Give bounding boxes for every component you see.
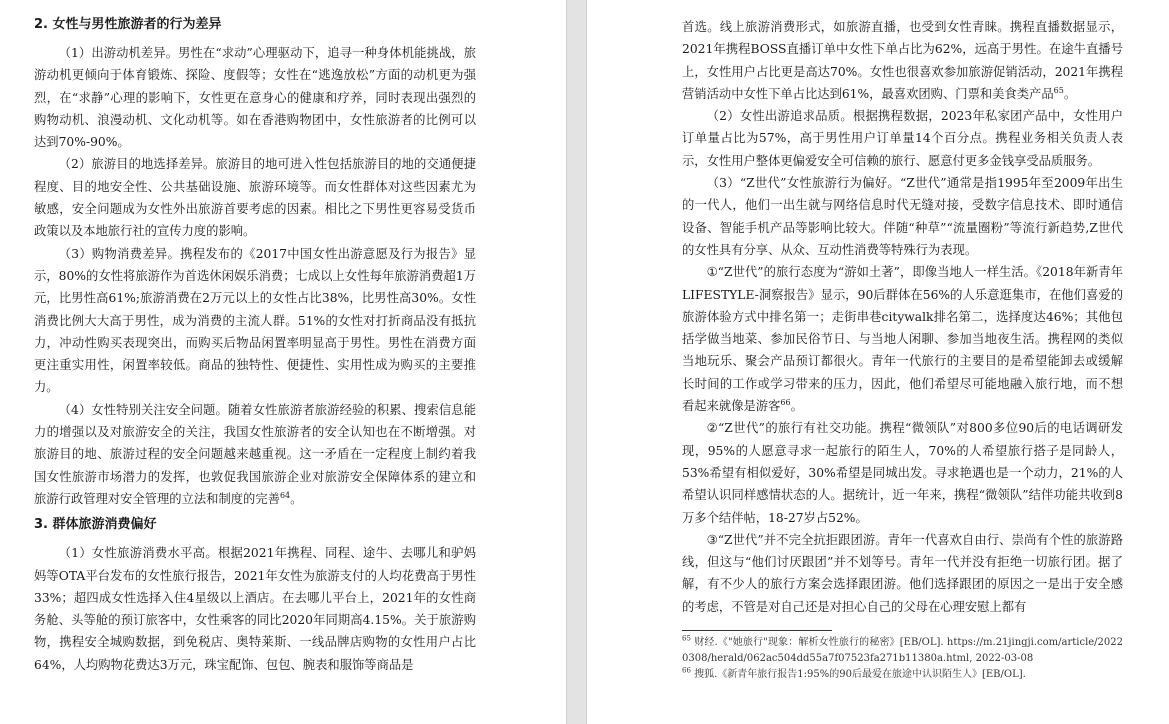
paragraph-text: 首选。线上旅游消费形式，如旅游直播，也受到女性青睐。携程直播数据显示，2021年携程BOSS直播订单中女性下单占比为62%，远高于男性。在途牛直播号上，女性用户占比更是高达70%。女性也很喜欢参加旅游促销活动，2021年携程营销活动中女性下单占比达到61%，最喜欢团购、门票和美食类产品 [682, 20, 1123, 101]
paragraph-end: 。 [290, 491, 303, 506]
paragraph-gen-z-group-tours: ③“Z世代”并不完全抗拒跟团游。青年一代喜欢自由行、崇尚有个性的旅游路线，但这与“他们讨厌跟团”并不划等号。青年一代并没有拒绝一切旅行团。据了解，有不少人的旅行方案会选择跟团游。他们选择跟团的原因之一是出于安全感的考虑，不管是对自己还是对担心自己的父母在心理安慰上都有 [682, 532, 1123, 614]
paragraph-end: 。 [1063, 86, 1077, 101]
page-gutter [566, 0, 587, 724]
paragraph-text: ①“Z世代”的旅行态度为“游如土著”，即像当地人一样生活。《2018年新青年LIFESTYLE-洞察报告》显示，90后群体在56%的人乐意逛集市，在他们喜爱的旅游体验方式中排名第一；走街串巷citywalk排名第二，选择度达46%；其他包括学做当地菜、参加民俗节日、与当地人闲聊、参加当地夜生活。携程网的类似当地玩乐、聚会产品预订都很火。青年一代旅行的主要目的是希望能卸去或缓解长时间的工作或学习带来的压力，因此，他们希望尽可能地融入旅行地，而不想看起来就像是游客 [682, 265, 1123, 414]
footnote-number: 66 [682, 666, 691, 675]
paragraph-gen-z-preferences: （3）“Z世代”女性旅游行为偏好。“Z世代”通常是指1995年至2009年出生的一代人，他们一出生就与网络信息时代无缝对接，受数字信息技术、即时通信设备、智能手机产品等影响比较大。伴随“种草”“流量圈粉”等流行新趋势,Z世代的女性具有分享、从众、互动性消费等特殊行为表现。 [682, 176, 1123, 257]
paragraph-gen-z-local-life [682, 261, 1123, 417]
section-heading-gender-differences: 2. 女性与男性旅游者的行为差异 [34, 17, 222, 32]
paragraph-destination-choice: （2）旅游目的地选择差异。旅游目的地可进入性包括旅游目的地的交通便捷程度、目的地安全性、公共基础设施、旅游环境等。而女性群体对这些因素尤为敏感，安全问题成为女性外出旅游首要考虑的因素。相比之下男性更容易受货币政策以及本地旅行社的宣传力度的影响。 [34, 157, 476, 239]
paragraph-continued [682, 16, 1123, 105]
footnote-66 [682, 667, 1123, 683]
footnote-text: 搜狐.《新青年旅行报告1:95%的90后最爱在旅途中认识陌生人》[EB/OL]. [694, 669, 1026, 681]
document-page-left [0, 0, 566, 724]
paragraph-end: 。 [790, 399, 803, 414]
paragraph-gen-z-social: ②“Z世代”的旅行有社交功能。携程“微领队”对800多位90后的电话调研发现，95%的人愿意寻求一起旅行的陌生人，70%的人希望旅行搭子是同龄人，53%希望有相似爱好，30%希望是同城出发。寻求艳遇也是一个动力，21%的人希望认识同样感情状态的人。据统计，近一年来，携程“微领队”结伴功能共收到8万多个结伴帖，18-27岁占52%。 [682, 421, 1123, 525]
footnote-ref: 64 [279, 490, 291, 500]
footnote-number: 65 [682, 634, 691, 643]
paragraph-safety-concern [34, 399, 476, 510]
footnote-text: 财经.《"她旅行"现象：解析女性旅行的秘密》[EB/OL]. https://m.21jingji.com/article/20220308/herald/062ac504dd55a7f07523fa271b11380a.html, 2022-03-08 [682, 637, 1123, 665]
paragraph-shopping-consumption: （3）购物消费差异。携程发布的《2017中国女性出游意愿及行为报告》显示，80%的女性将旅游作为首选休闲娱乐消费；七成以上女性每年旅游消费超1万元，比男性高61%;旅游消费在2万元以上的女性占比38%，比男性高30%。女性消费比例大大高于男性，成为消费的主流人群。51%的女性对打折商品没有抵抗力，冲动性购买表现突出，而购买后物品闲置率明显高于男性。男性在消费方面更注重实用性，闲置率较低。商品的独特性、便捷性、实用性成为购买的主要推力。 [34, 246, 476, 395]
footnote-divider [682, 630, 832, 631]
footnote-ref: 65 [1053, 85, 1064, 95]
footnote-ref: 66 [780, 397, 791, 407]
paragraph-quality-pursuit: （2）女性出游追求品质。根据携程数据，2023年私家团产品中，女性用户订单量占比为57%，高于男性用户订单量14个百分点。携程业务相关负责人表示，女性用户整体更偏爱安全可信赖的旅行、愿意付更多金钱享受品质服务。 [682, 109, 1123, 168]
paragraph-travel-motivation: （1）出游动机差异。男性在“求动”心理驱动下，追寻一种身体机能挑战，旅游动机更倾向于体育锻炼、探险、度假等；女性在“逃逸放松”方面的动机更为强烈，在“求静”心理的影响下，女性更在意身心的健康和疗养，同时表现出强烈的购物动机、浪漫动机、文化动机等。如在香港购物团中，女性旅游者的比例可以达到70%-90%。 [34, 46, 476, 150]
section-heading-group-preferences: 3. 群体旅游消费偏好 [34, 517, 157, 533]
footnote-65 [682, 635, 1123, 667]
paragraph-consumption-level: （1）女性旅游消费水平高。根据2021年携程、同程、途牛、去哪儿和驴妈妈等OTA平台发布的女性旅行报告，2021年女性为旅游支付的人均花费高于男性33%；超四成女性选择入住4星级以上酒店。在去哪儿平台上，2021年的女性商务舱、头等舱的预订旅客中，女性乘客的同比2020年同期高4.15%。关于旅游购物，携程安全城购数据，到免税店、奥特莱斯、一线品牌店购物的女性用户占比64%，人均购物花费达3万元，珠宝配饰、包包、腕表和服饰等商品是 [34, 546, 476, 672]
document-page-right [587, 0, 1169, 724]
paragraph-text: （4）女性特别关注安全问题。随着女性旅游者旅游经验的积累、搜索信息能力的增强以及对旅游安全的关注，我国女性旅游者的安全认知也在不断增强。对旅游目的地、旅游过程的安全问题越来越重视。这一矛盾在一定程度上制约着我国女性旅游市场潜力的发挥，也敦促我国旅游企业对旅游安全保障体系的建立和旅游行政管理对安全管理的立法和制度的完善 [34, 402, 476, 506]
